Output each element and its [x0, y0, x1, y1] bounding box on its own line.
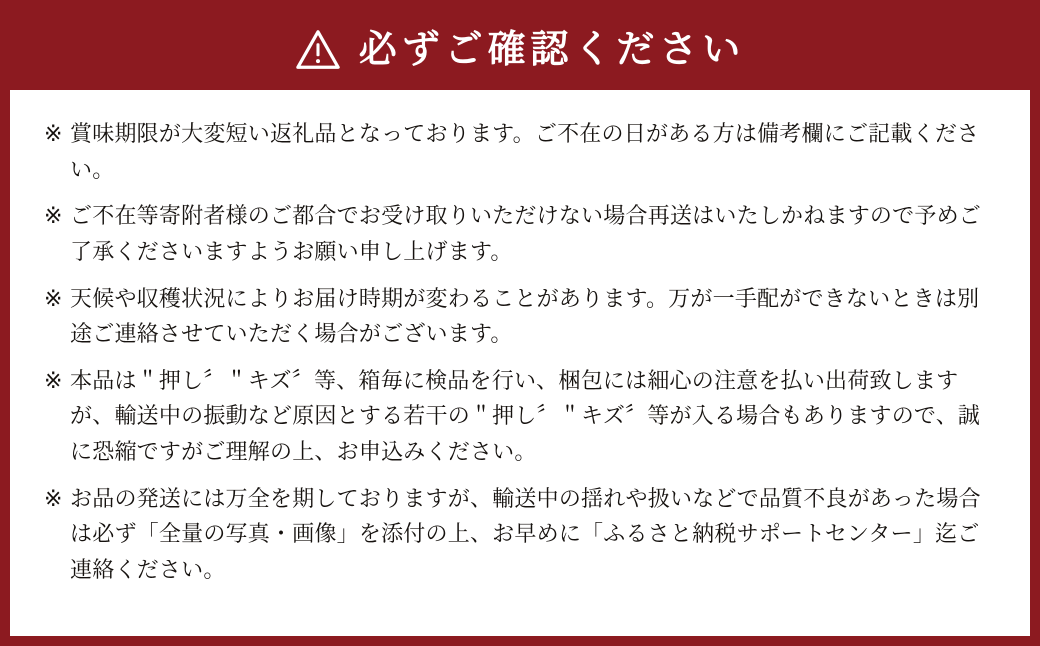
list-item-text: 天候や収穫状況によりお届け時期が変わることがあります。万が一手配ができないときは別途ご連絡させていただく場合がございます。 — [70, 285, 980, 347]
bullet-mark: ※ — [44, 285, 63, 311]
list-item — [44, 281, 996, 352]
bullet-mark: ※ — [44, 485, 63, 511]
bullet-mark: ※ — [44, 203, 63, 229]
page-title: 必ずご確認ください — [358, 29, 746, 71]
notice-list — [44, 116, 996, 588]
list-item-text: ご不在等寄附者様のご都合でお受け取りいただけない場合再送はいたしかねますので予めご了承くださいますようお願い申し上げます。 — [70, 203, 982, 264]
warning-triangle-icon — [295, 27, 341, 73]
list-item — [44, 481, 996, 588]
list-item — [44, 116, 996, 187]
list-item — [44, 198, 996, 269]
notice-header — [10, 10, 1030, 90]
bullet-mark: ※ — [44, 121, 63, 146]
list-item — [44, 363, 996, 470]
list-item-text: お品の発送には万全を期しておりますが、輸送中の揺れや扱いなどで品質不良があった場合は必ず「全量の写真・画像」を添付の上、お早めに「ふるさと納税サポートセンター」迄ご連絡ください。 — [70, 485, 981, 582]
bullet-mark: ※ — [44, 367, 63, 393]
list-item-text: 本品は＂押し〞＂キズ〞等、箱毎に検品を行い、梱包には細心の注意を払い出荷致しますが、輸送中の振動など原因とする若干の＂押し〞＂キズ〞等が入る場合もありますので、誠に恐縮ですがご理解の上、お申込みください。 — [70, 367, 981, 464]
notice-body — [10, 90, 1030, 636]
list-item-text: 賞味期限が大変短い返礼品となっております。ご不在の日がある方は備考欄にご記載ください。 — [70, 121, 980, 182]
